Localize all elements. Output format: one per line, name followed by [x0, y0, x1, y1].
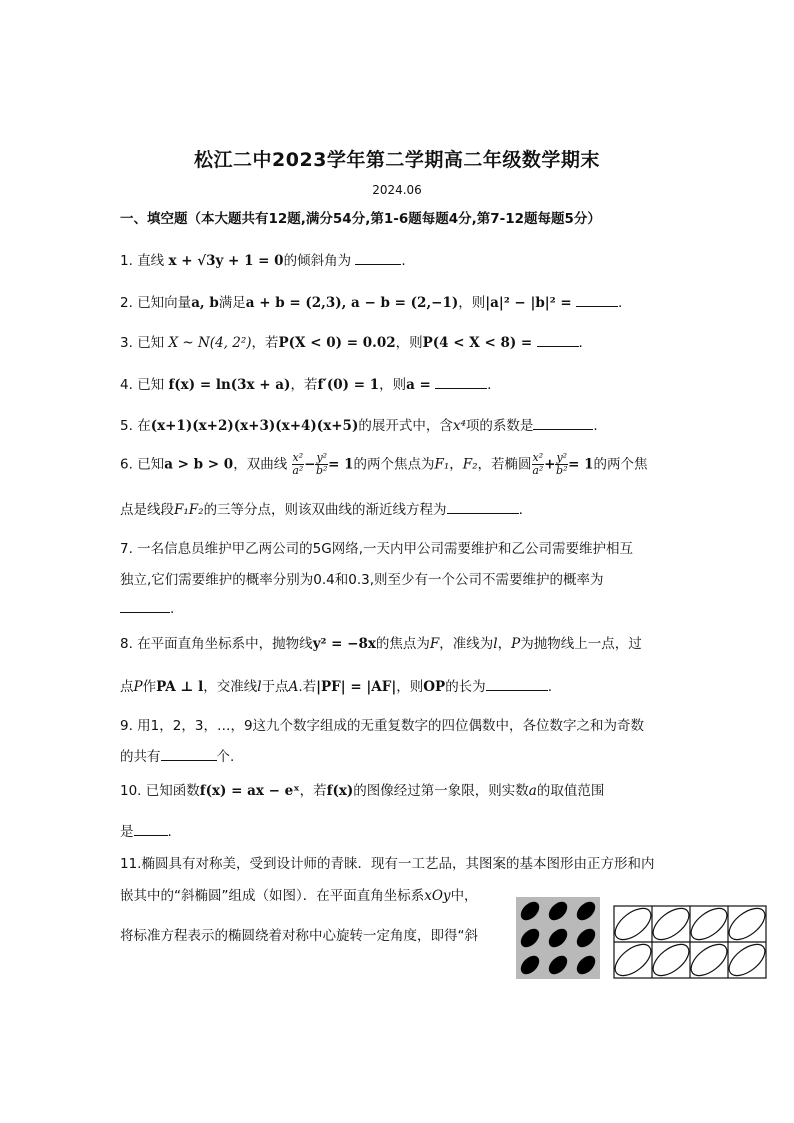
tilted-ellipse [648, 905, 695, 946]
ellipse-pattern-figure [516, 897, 600, 979]
question-5: 5. 在(x+1)(x+2)(x+3)(x+4)(x+5)的展开式中，含x⁴项的系数是 . [120, 418, 598, 434]
answer-blank[interactable] [134, 822, 168, 836]
tilted-ellipse [686, 938, 733, 979]
question-7: 7. 一名信息员维护甲乙两公司的5G网络,一天内甲公司需要维护和乙公司需要维护相互 [120, 541, 634, 557]
question-6: 6. 已知a > b > 0，双曲线 $\frac{\text{x²}}{\text{a²}}$ − $\frac{\text{y²}}{\text{b²}}$ = 1的两个焦点为F₁，F₂，若椭圆 $\frac{\text{x²}}{\text{a²}}$ + $\frac{\text{y²}}{\text{b²}}$ = 1的两个焦 [120, 451, 648, 477]
question-3: 3. 已知 X ~ N(4, 2²)，若P(X < 0) = 0.02，则P(4 < X < 8) = . [120, 335, 583, 351]
answer-blank[interactable] [355, 251, 401, 265]
question-10-line-2: 是 . [120, 824, 172, 840]
question-11-line-3: 将标准方程表示的椭圆绕着对称中心旋转一定角度，即得“斜 [120, 928, 478, 944]
question-11-line-2: 嵌其中的“斜椭圆”组成（如图）．在平面直角坐标系xOy中， [120, 888, 478, 904]
question-2: 2. 已知向量a, b满足a + b = (2,3), a − b = (2,−1)，则|a|² − |b|² = . [120, 295, 623, 311]
question-7-line-3: . [120, 599, 174, 617]
answer-blank[interactable] [435, 375, 487, 389]
answer-blank[interactable] [533, 416, 593, 430]
answer-blank[interactable] [447, 500, 519, 514]
tilted-ellipse [686, 905, 733, 946]
question-9-line-2: 的共有 个. [120, 749, 235, 765]
square-ellipse-grid-figure [613, 905, 767, 979]
question-8-line-2: 点P作PA ⊥ l，交准线l于点A.若|PF| = |AF|，则OP的长为 . [120, 679, 552, 695]
section-heading: 一、填空题（本大题共有12题,满分54分,第1-6题每题4分,第7-12题每题5分） [120, 211, 601, 227]
question-9: 9. 用1，2，3，…，9这九个数字组成的无重复数字的四位偶数中，各位数字之和为奇数 [120, 718, 645, 734]
question-11: 11.椭圆具有对称美，受到设计师的青睐．现有一工艺品，其图案的基本图形由正方形和内 [120, 856, 655, 872]
question-10: 10. 已知函数f(x) = ax − eˣ，若f(x)的图像经过第一象限，则实数a的取值范围 [120, 783, 605, 799]
answer-blank[interactable] [486, 677, 548, 691]
question-7-line-2: 独立,它们需要维护的概率分别为0.4和0.3,则至少有一个公司不需要维护的概率为 [120, 572, 604, 588]
question-4: 4. 已知 f(x) = ln(3x + a)，若f′(0) = 1，则a = . [120, 377, 492, 393]
tilted-ellipse [613, 905, 656, 946]
tilted-ellipse [724, 905, 767, 946]
question-1: 1. 直线 x + √3y + 1 = 0的倾斜角为 . [120, 253, 406, 269]
exam-title: 松江二中2023学年第二学期高二年级数学期末 [194, 149, 600, 171]
answer-blank[interactable] [161, 747, 217, 761]
question-6-line-2: 点是线段F₁F₂的三等分点，则该双曲线的渐近线方程为 . [120, 502, 523, 518]
tilted-ellipse [613, 938, 656, 979]
tilted-ellipse [724, 938, 767, 979]
answer-blank[interactable] [576, 293, 618, 307]
answer-blank[interactable] [537, 333, 579, 347]
question-8: 8. 在平面直角坐标系中，抛物线y² = −8x的焦点为F，准线为l，P为抛物线上一点，过 [120, 636, 642, 652]
exam-date: 2024.06 [372, 183, 422, 197]
tilted-ellipse [648, 938, 695, 979]
answer-blank[interactable] [120, 599, 170, 613]
